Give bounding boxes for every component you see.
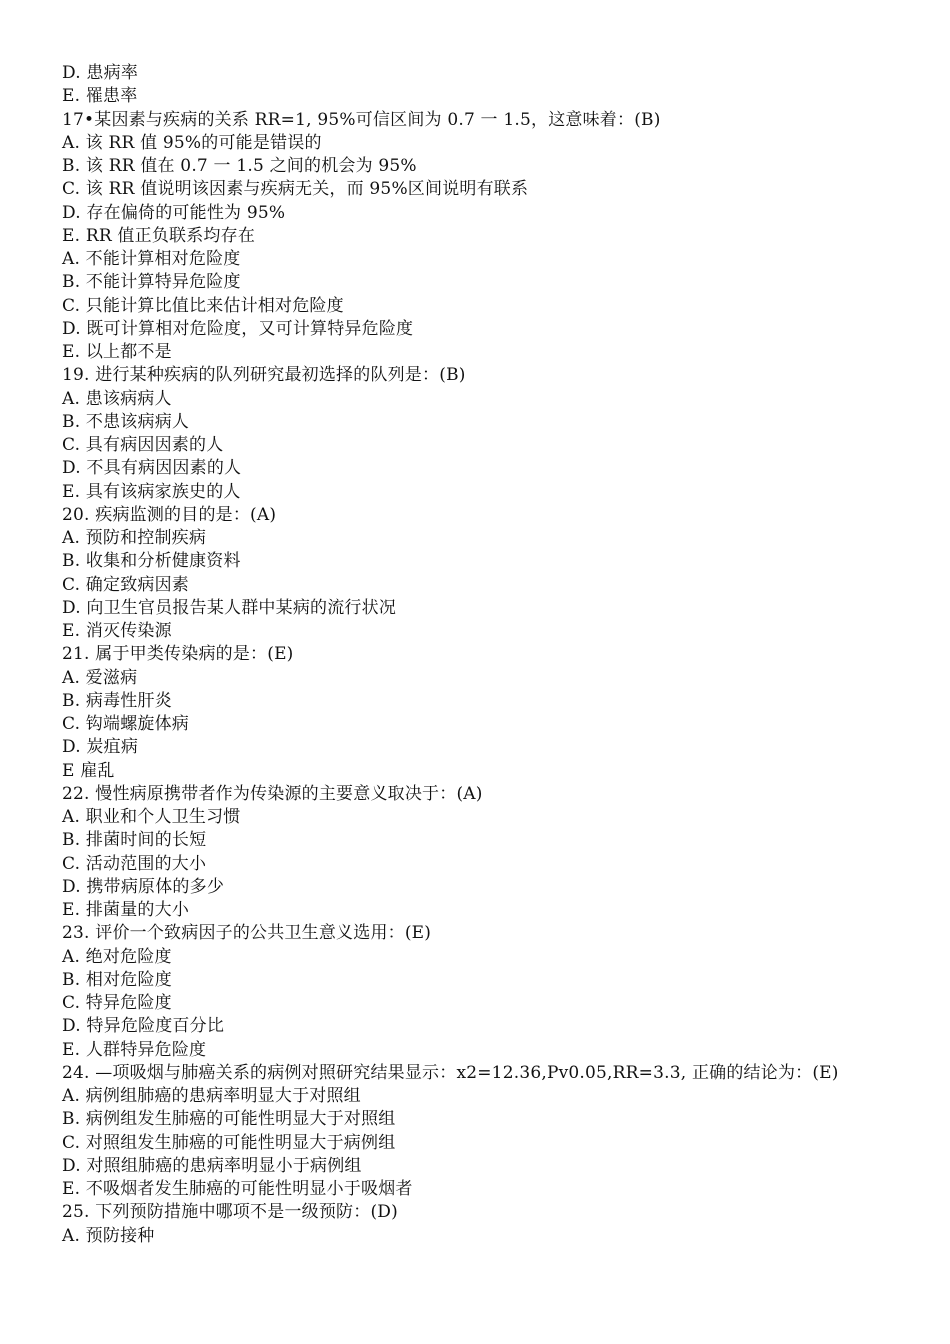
text-line: E. 罹患率 [62,86,138,107]
text-line: D. 向卫生官员报告某人群中某病的流行状况 [62,597,397,618]
text-line: C. 活动范围的大小 [62,853,207,874]
text-line: B. 不患该病病人 [62,411,190,432]
text-line: C. 特异危险度 [62,993,172,1013]
text-line: 17•某因素与疾病的关系 RR=1, 95%可信区间为 0.7 一 1.5，这意味着：(B) [62,109,661,130]
text-line: A. 爱滋病 [62,667,138,688]
text-line: 19. 进行某种疾病的队列研究最初选择的队列是：(B) [62,365,466,386]
text-line: D. 不具有病因因素的人 [62,458,242,479]
text-line: C. 钩端螺旋体病 [62,714,190,734]
text-line: D. 存在偏倚的可能性为 95% [62,202,286,223]
text-line: 21. 属于甲类传染病的是：(E) [62,644,294,665]
text-line: E. 人群特异危险度 [62,1039,207,1060]
text-line: C. 该 RR 值说明该因素与疾病无关，而 95%区间说明有联系 [62,179,529,200]
text-line: A. 预防和控制疾病 [62,528,207,548]
text-line: C. 只能计算比值比来估计相对危险度 [62,295,344,316]
text-line: A. 职业和个人卫生习惯 [62,807,241,827]
text-line: B. 不能计算特异危险度 [62,272,241,293]
text-line: E. 具有该病家族史的人 [62,481,241,502]
text-line: 23. 评价一个致病因子的公共卫生意义选用：(E) [62,923,432,944]
text-line: D. 患病率 [62,63,139,83]
text-line: E. 以上都不是 [62,342,172,362]
text-line: B. 该 RR 值在 0.7 一 1.5 之间的机会为 95% [62,156,417,176]
text-line: D. 既可计算相对危险度，又可计算特异危险度 [62,318,414,339]
text-line: D. 对照组肺癌的患病率明显小于病例组 [62,1155,362,1176]
document-page [62,62,922,1248]
text-line: B. 病例组发生肺癌的可能性明显大于对照组 [62,1109,396,1130]
text-line: E. 不吸烟者发生肺癌的可能性明显小于吸烟者 [62,1179,413,1199]
text-line: A. 绝对危险度 [62,946,172,967]
text-line: 24. —项吸烟与肺癌关系的病例对照研究结果显示：x2=12.36,Pv0.05,RR=3.3, 正确的结论为：(E) [62,1062,839,1083]
text-line: A. 预防接种 [62,1225,155,1246]
text-line: A. 该 RR 值 95%的可能是错误的 [62,132,322,153]
text-line: 25. 下列预防措施中哪项不是一级预防：(D) [62,1202,398,1223]
text-line: D. 携带病原体的多少 [62,876,225,897]
text-line: C. 具有病因因素的人 [62,435,224,455]
text-line: E. 消灭传染源 [62,621,172,641]
text-line: B. 病毒性肝炎 [62,690,172,711]
text-line: 22. 慢性病原携带者作为传染源的主要意义取决于：(A) [62,783,483,804]
text-line: B. 排菌时间的长短 [62,830,207,851]
text-line: C. 确定致病因素 [62,574,190,595]
text-line: B. 收集和分析健康资料 [62,551,241,572]
text-line: B. 相对危险度 [62,969,172,990]
text-line: E. 排菌量的大小 [62,900,190,920]
text-line: 20. 疾病监测的目的是：(A) [62,504,277,525]
text-line: C. 对照组发生肺癌的可能性明显大于病例组 [62,1132,396,1153]
text-line: E 雇乱 [62,760,115,781]
text-line: D. 炭疽病 [62,737,139,758]
text-line: E. RR 值正负联系均存在 [62,225,256,246]
text-line: D. 特异危险度百分比 [62,1016,225,1037]
text-line: A. 患该病病人 [62,388,172,409]
text-line: A. 病例组肺癌的患病率明显大于对照组 [62,1086,361,1106]
text-line: A. 不能计算相对危险度 [62,249,241,269]
